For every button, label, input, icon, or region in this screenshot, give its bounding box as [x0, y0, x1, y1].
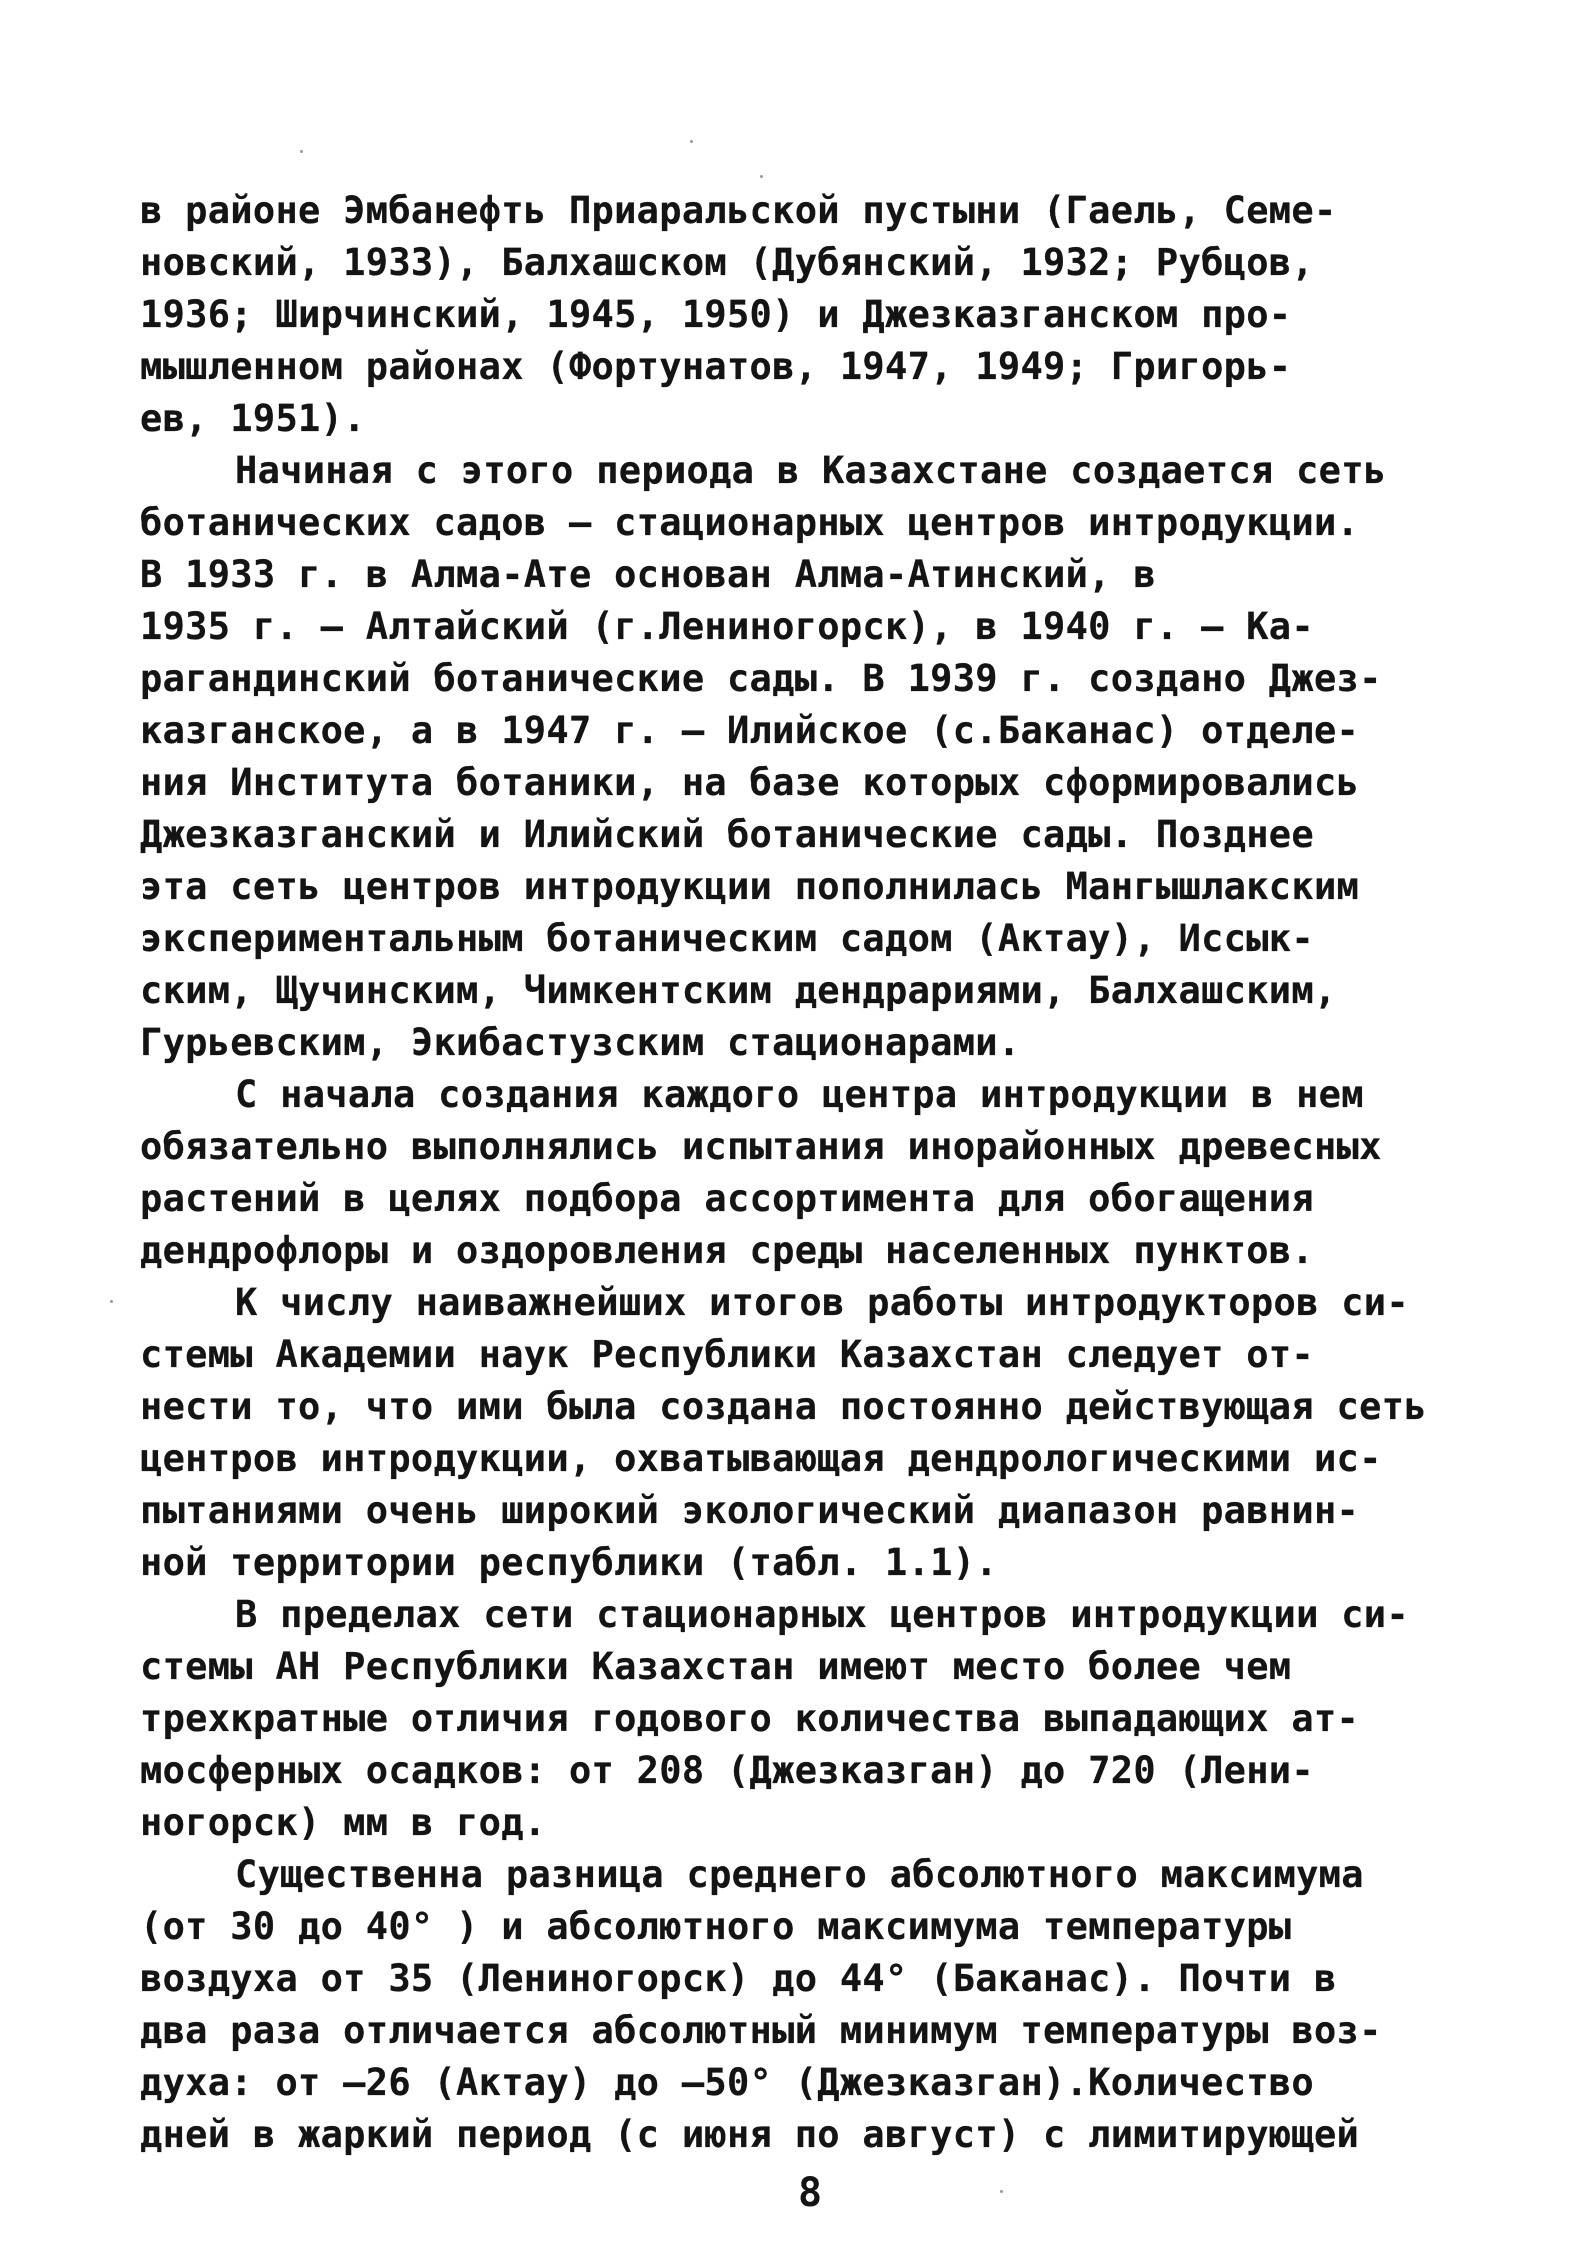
text-line: ским, Щучинским, Чимкентским дендрариями, Балхашским, [140, 969, 1337, 1012]
text-line: обязательно выполнялись испытания инорайонных древесных [140, 1125, 1382, 1168]
text-line: ев, 1951). [140, 397, 366, 440]
text-line: Гурьевским, Экибастузским стационарами. [140, 1021, 1021, 1064]
text-line: нести то, что ими была создана постоянно действующая сеть [140, 1385, 1427, 1428]
text-line: экспериментальным ботаническим садом (Актау), Иссык- [140, 917, 1314, 960]
text-line: Начиная с этого периода в Казахстане создается сеть [235, 449, 1387, 492]
text-line: стемы Академии наук Республики Казахстан следует от- [140, 1333, 1314, 1376]
page-number: 8 [798, 2170, 823, 2216]
text-line: ботанических садов – стационарных центров интродукции. [140, 501, 1360, 544]
text-line: ния Института ботаники, на базе которых сформировались [140, 761, 1360, 804]
scan-speck [1000, 2190, 1003, 2193]
text-line: казганское, а в 1947 г. – Илийское (с.Баканас) отделе- [140, 709, 1360, 752]
text-line: С начала создания каждого центра интродукции в нем [235, 1073, 1364, 1116]
text-line: воздуха от 35 (Лениногорск) до 44° (Баканас). Почти в [140, 1957, 1337, 2000]
text-line: эта сеть центров интродукции пополнилась Мангышлакским [140, 865, 1360, 908]
text-line: дендрофлоры и оздоровления среды населенных пунктов. [140, 1229, 1314, 1272]
text-line: В 1933 г. в Алма-Ате основан Алма-Атинский, в [140, 553, 1156, 596]
text-line: растений в целях подбора ассортимента для обогащения [140, 1177, 1314, 1220]
scan-speck [300, 150, 303, 153]
text-line: мышленном районах (Фортунатов, 1947, 1949; Григорь- [140, 345, 1292, 388]
text-line: стемы АН Республики Казахстан имеют место более чем [140, 1645, 1292, 1688]
text-line: 1935 г. – Алтайский (г.Лениногорск), в 1940 г. – Ка- [140, 605, 1314, 648]
text-line: ногорск) мм в год. [140, 1801, 547, 1844]
text-line: духа: от –26 (Актау) до –50° (Джезказган).Количество [140, 2061, 1314, 2104]
text-line: в районе Эмбанефть Приаральской пустыни (Гаель, Семе- [140, 189, 1337, 232]
text-line: мосферных осадков: от 208 (Джезказган) до 720 (Лени- [140, 1749, 1314, 1792]
text-line: Существенна разница среднего абсолютного максимума [235, 1853, 1364, 1896]
text-line: В пределах сети стационарных центров интродукции си- [235, 1593, 1409, 1636]
text-line: Джезказганский и Илийский ботанические сады. Позднее [140, 813, 1314, 856]
text-line: центров интродукции, охватывающая дендрологическими ис- [140, 1437, 1382, 1480]
text-line: рагандинский ботанические сады. В 1939 г. создано Джез- [140, 657, 1382, 700]
scan-speck [760, 175, 763, 178]
text-line: пытаниями очень широкий экологический диапазон равнин- [140, 1489, 1360, 1532]
text-line: два раза отличается абсолютный минимум температуры воз- [140, 2009, 1382, 2052]
text-line: К числу наиважнейших итогов работы интродукторов си- [235, 1281, 1409, 1324]
text-line: 1936; Ширчинский, 1945, 1950) и Джезказганском про- [140, 293, 1292, 336]
text-line: ной территории республики (табл. 1.1). [140, 1541, 998, 1584]
text-line: (от 30 до 40° ) и абсолютного максимума температуры [140, 1905, 1292, 1948]
text-line: дней в жаркий период (с июня по август) с лимитирующей [140, 2113, 1360, 2156]
text-line: новский, 1933), Балхашском (Дубянский, 1932; Рубцов, [140, 241, 1314, 284]
text-line: трехкратные отличия годового количества выпадающих ат- [140, 1697, 1360, 1740]
scan-speck [110, 1300, 113, 1303]
scan-speck [690, 140, 693, 143]
